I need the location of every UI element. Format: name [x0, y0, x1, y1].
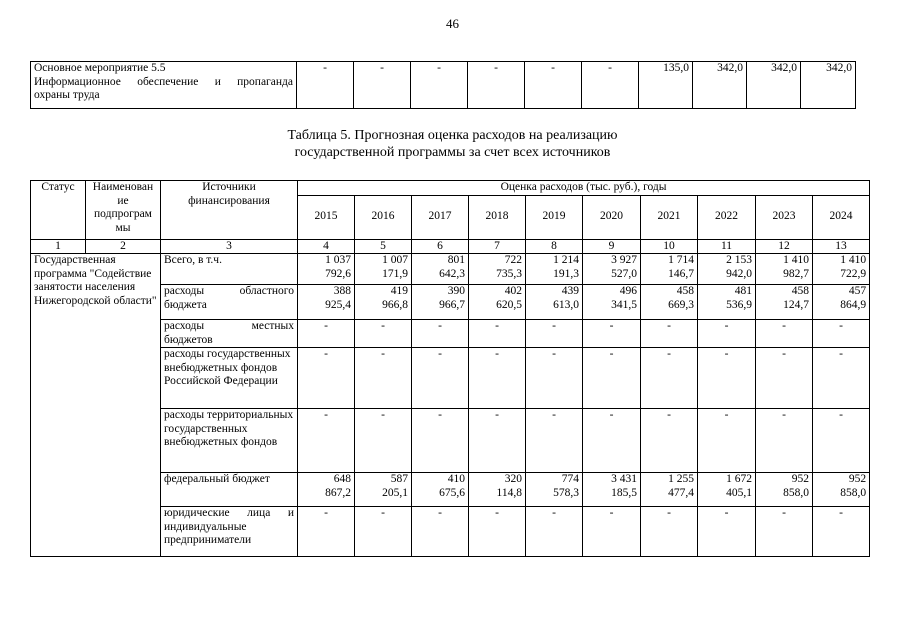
value-line: 320 [504, 473, 522, 485]
value-line: - [667, 320, 671, 332]
source-cell: юридические лица и индивидуальные предприниматели [161, 507, 298, 557]
header-year: 2015 [298, 195, 355, 239]
value-cell [813, 320, 870, 348]
value-line: - [667, 507, 671, 519]
value-cell [641, 473, 698, 507]
value-line: - [438, 507, 442, 519]
value-line: 952 [791, 473, 809, 485]
value-cell [583, 254, 641, 285]
value-line: 613,0 [553, 298, 579, 311]
value-line: - [438, 348, 442, 360]
value-line: - [724, 320, 729, 332]
value-line: 185,5 [611, 486, 637, 499]
value-cell [813, 285, 870, 320]
column-number: 12 [756, 239, 813, 254]
value-cell [469, 348, 526, 409]
value-line: 642,3 [439, 267, 465, 280]
header-row [31, 181, 870, 196]
value-cell [698, 285, 756, 320]
header-year: 2018 [469, 195, 526, 239]
value-cell: 342,0 [693, 62, 747, 109]
value-line: 410 [447, 473, 465, 485]
value-line: 587 [390, 473, 408, 485]
header-year: 2016 [355, 195, 412, 239]
value-cell [526, 285, 583, 320]
value-line: 774 [561, 473, 579, 485]
value-cell [698, 348, 756, 409]
source-cell: расходы государственных внебюджетных фондов Российской Федерации [161, 348, 298, 409]
source-cell: расходы территориальных государственных внебюджетных фондов [161, 409, 298, 473]
value-line: 1 672 [726, 473, 752, 485]
value-line: 481 [734, 285, 752, 297]
value-line: - [324, 348, 328, 360]
value-line: - [438, 320, 442, 332]
value-line: 477,4 [668, 486, 694, 499]
column-number: 4 [298, 239, 355, 254]
value-cell [412, 320, 469, 348]
column-number: 3 [161, 239, 298, 254]
value-cell [756, 320, 813, 348]
value-line: - [552, 409, 556, 421]
value-line: 982,7 [783, 267, 809, 280]
value-cell [641, 348, 698, 409]
expenses-table [30, 180, 870, 557]
value-cell [298, 409, 355, 473]
value-line: 792,6 [325, 267, 351, 280]
value-line: 171,9 [382, 267, 408, 280]
value-cell: 342,0 [747, 62, 801, 109]
value-line: - [552, 507, 556, 519]
value-line: 952 [848, 473, 867, 485]
value-line: 620,5 [496, 298, 522, 311]
value-line: 942,0 [726, 267, 752, 280]
value-line: 1 255 [668, 473, 694, 485]
value-cell [355, 473, 412, 507]
value-cell [298, 473, 355, 507]
event-label-line: охраны труда [34, 89, 100, 101]
column-number: 13 [813, 239, 870, 254]
column-number: 8 [526, 239, 583, 254]
value-line: - [381, 320, 385, 332]
value-line: 648 [333, 473, 351, 485]
header-sources: Источники финансирования [161, 181, 298, 240]
value-line: 114,8 [496, 486, 522, 499]
source-cell: расходы областного бюджета [161, 285, 298, 320]
header-estimate: Оценка расходов (тыс. руб.), годы [298, 181, 870, 196]
column-number: 11 [698, 239, 756, 254]
value-cell [813, 348, 870, 409]
value-line: 578,3 [553, 486, 579, 499]
value-line: 390 [447, 285, 465, 297]
value-line: 867,2 [325, 486, 351, 499]
value-cell [756, 409, 813, 473]
value-cell: 342,0 [801, 62, 856, 109]
value-cell [469, 507, 526, 557]
value-cell [298, 254, 355, 285]
value-line: 457 [848, 285, 867, 297]
value-cell [298, 507, 355, 557]
value-line: 205,1 [382, 486, 408, 499]
value-line: - [381, 409, 385, 421]
value-cell [412, 409, 469, 473]
value-cell: - [582, 62, 639, 109]
value-line: 858,0 [783, 486, 809, 499]
value-cell [298, 348, 355, 409]
program-status: Государственная программа "Содействие занятости населения Нижегородской области" [31, 254, 161, 557]
value-cell [641, 254, 698, 285]
value-line: 3 431 [611, 473, 637, 485]
value-cell [698, 507, 756, 557]
value-cell [412, 348, 469, 409]
header-year: 2022 [698, 195, 756, 239]
value-cell [355, 409, 412, 473]
event-label-line: Основное мероприятие 5.5 [34, 62, 166, 74]
value-line: 966,7 [439, 298, 465, 311]
value-line: - [839, 348, 843, 360]
header-year: 2019 [526, 195, 583, 239]
value-line: - [839, 409, 843, 421]
value-line: - [609, 348, 614, 360]
value-line: - [667, 348, 671, 360]
value-line: 722,9 [840, 267, 867, 280]
value-cell [469, 254, 526, 285]
header-year: 2023 [756, 195, 813, 239]
value-line: 496 [619, 285, 637, 297]
value-line: - [724, 409, 729, 421]
value-cell [698, 473, 756, 507]
value-line: - [724, 348, 729, 360]
value-cell: 135,0 [639, 62, 693, 109]
header-year: 2021 [641, 195, 698, 239]
value-line: 405,1 [726, 486, 752, 499]
table-row [31, 62, 856, 109]
source-cell: Всего, в т.ч. [161, 254, 298, 285]
value-cell [641, 320, 698, 348]
value-cell [526, 409, 583, 473]
event-label-line: Информационное обеспечение и пропаганда [34, 75, 293, 88]
value-line: 966,8 [382, 298, 408, 311]
value-cell: - [468, 62, 525, 109]
value-cell [355, 285, 412, 320]
header-subprogram-name: Наименован ие подпрограм мы [86, 181, 161, 240]
value-cell [469, 285, 526, 320]
caption-line: государственной программы за счет всех источников [294, 145, 611, 160]
value-line: - [609, 409, 614, 421]
value-cell [526, 348, 583, 409]
value-cell [583, 409, 641, 473]
value-line: - [381, 507, 385, 519]
value-line: 1 410 [840, 254, 867, 266]
value-cell [298, 320, 355, 348]
value-line: 675,6 [439, 486, 465, 499]
value-cell [526, 254, 583, 285]
value-line: 1 037 [325, 254, 351, 266]
value-line: - [782, 409, 786, 421]
value-line: - [381, 348, 385, 360]
value-line: - [495, 507, 499, 519]
value-cell: - [525, 62, 582, 109]
caption-line: Таблица 5. Прогнозная оценка расходов на реализацию [287, 128, 618, 143]
value-cell [583, 320, 641, 348]
value-line: - [782, 507, 786, 519]
value-line: - [724, 507, 729, 519]
value-cell [756, 473, 813, 507]
value-line: 722 [504, 254, 522, 266]
value-line: - [839, 320, 843, 332]
value-line: 191,3 [553, 267, 579, 280]
value-line: 735,3 [496, 267, 522, 280]
value-cell: - [354, 62, 411, 109]
value-cell [355, 320, 412, 348]
value-line: - [495, 409, 499, 421]
value-cell [698, 320, 756, 348]
event-label-cell [31, 62, 297, 109]
value-line: 439 [561, 285, 579, 297]
page-number: 46 [446, 16, 459, 31]
value-cell [412, 507, 469, 557]
value-cell [756, 254, 813, 285]
value-cell [756, 348, 813, 409]
value-cell [526, 473, 583, 507]
value-line: - [609, 320, 614, 332]
value-line: 1 410 [783, 254, 809, 266]
value-cell [355, 254, 412, 285]
value-line: 1 007 [382, 254, 408, 266]
value-line: 864,9 [840, 298, 867, 311]
value-line: 669,3 [668, 298, 694, 311]
value-line: - [495, 348, 499, 360]
value-line: 536,9 [726, 298, 752, 311]
value-cell [412, 473, 469, 507]
value-cell [526, 507, 583, 557]
value-cell [469, 320, 526, 348]
value-line: - [782, 348, 786, 360]
value-line: - [552, 320, 556, 332]
column-number: 9 [583, 239, 641, 254]
table-row [31, 254, 870, 285]
value-cell [583, 285, 641, 320]
value-line: - [609, 507, 614, 519]
column-number: 6 [412, 239, 469, 254]
source-cell: расходы местных бюджетов [161, 320, 298, 348]
value-cell [412, 285, 469, 320]
value-cell [298, 285, 355, 320]
value-line: 419 [390, 285, 408, 297]
value-cell [813, 409, 870, 473]
column-number: 7 [469, 239, 526, 254]
column-number: 5 [355, 239, 412, 254]
value-cell [355, 507, 412, 557]
value-line: - [667, 409, 671, 421]
value-cell [756, 285, 813, 320]
value-line: 801 [447, 254, 465, 266]
value-line: - [782, 320, 786, 332]
column-number: 2 [86, 239, 161, 254]
header-year: 2017 [412, 195, 469, 239]
value-cell: - [411, 62, 468, 109]
value-cell [583, 507, 641, 557]
value-cell [813, 507, 870, 557]
value-line: 146,7 [668, 267, 694, 280]
value-cell [813, 254, 870, 285]
value-line: 402 [504, 285, 522, 297]
column-number: 1 [31, 239, 86, 254]
value-line: 341,5 [611, 298, 637, 311]
value-line: 458 [676, 285, 694, 297]
continuation-table [30, 61, 856, 109]
value-cell [412, 254, 469, 285]
value-cell [641, 507, 698, 557]
value-cell [355, 348, 412, 409]
value-cell [698, 254, 756, 285]
value-cell [756, 507, 813, 557]
value-line: - [324, 320, 328, 332]
value-line: 858,0 [840, 486, 867, 499]
value-line: 1 214 [553, 254, 579, 266]
table-caption [0, 127, 905, 161]
value-cell [469, 473, 526, 507]
value-line: - [324, 507, 328, 519]
column-number-row [31, 239, 870, 254]
value-cell [698, 409, 756, 473]
header-status: Статус [31, 181, 86, 240]
value-cell: - [297, 62, 354, 109]
value-cell [641, 285, 698, 320]
value-cell [813, 473, 870, 507]
value-line: 925,4 [325, 298, 351, 311]
value-line: 3 927 [611, 254, 637, 266]
value-line: - [552, 348, 556, 360]
source-cell: федеральный бюджет [161, 473, 298, 507]
value-line: - [438, 409, 442, 421]
value-line: - [839, 507, 843, 519]
column-number: 10 [641, 239, 698, 254]
value-line: 1 714 [668, 254, 694, 266]
value-line: - [324, 409, 328, 421]
header-year: 2020 [583, 195, 641, 239]
value-cell [526, 320, 583, 348]
value-cell [469, 409, 526, 473]
value-cell [583, 473, 641, 507]
value-line: 527,0 [611, 267, 637, 280]
value-line: 458 [791, 285, 809, 297]
value-line: - [495, 320, 499, 332]
value-line: 388 [333, 285, 351, 297]
value-cell [641, 409, 698, 473]
header-year: 2024 [813, 195, 870, 239]
value-line: 124,7 [783, 298, 809, 311]
value-line: 2 153 [726, 254, 752, 266]
value-cell [583, 348, 641, 409]
